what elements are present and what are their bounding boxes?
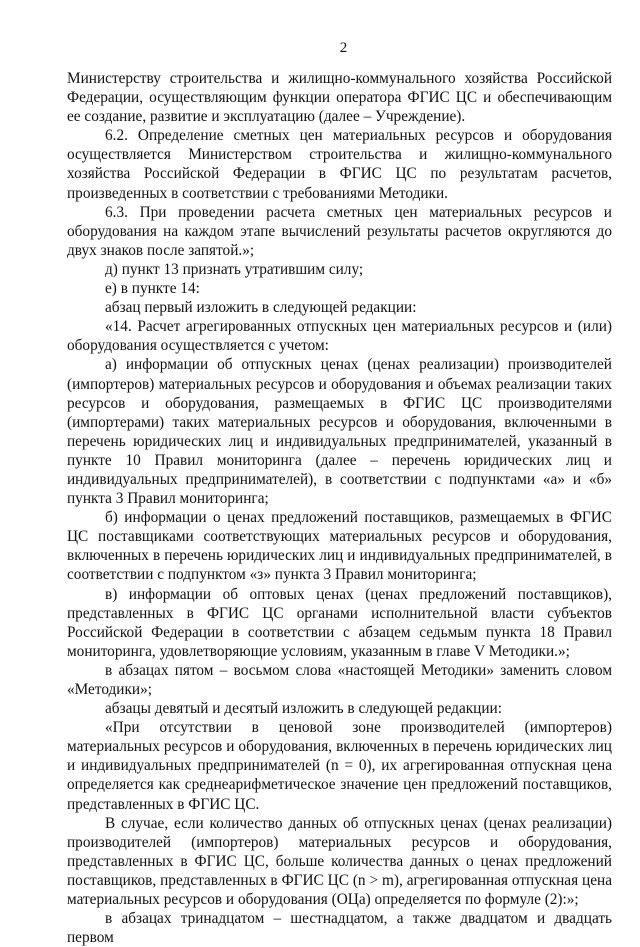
paragraph: а) информации об отпускных ценах (ценах реализации) производителей (импортеров) материальных ресурсов и оборудования и объемах реализации таких ресурсов и оборудования, размещаемых в ФГИС ЦС производителями (импортерами) таких материальных ресурсов и оборудования, включенными в перечень юридических лиц и индивидуальных предпринимателей, указанный в пункте 10 Правил мониторинга (далее – перечень юридических лиц и индивидуальных предпринимателей), в соответствии с подпунктами «а» и «б» пункта 3 Правил мониторинга; — [67, 356, 612, 508]
paragraph: б) информации о ценах предложений поставщиков, размещаемых в ФГИС ЦС поставщиками соответствующих материальных ресурсов и оборудования, включенных в перечень юридических лиц и индивидуальных предпринимателей, в соответствии с подпунктом «з» пункта 3 Правил мониторинга; — [67, 509, 612, 584]
paragraph: Министерству строительства и жилищно-коммунального хозяйства Российской Федерации, осуществляющим функции оператора ФГИС ЦС и обеспечивающим ее создание, развитие и эксплуатацию (далее – Учреждение). — [67, 70, 612, 126]
paragraph: абзац первый изложить в следующей редакции: — [105, 299, 417, 317]
paragraph: В случае, если количество данных об отпускных ценах (ценах реализации) производителей (импортеров) материальных ресурсов и оборудования, представленных в ФГИС ЦС, больше количества данных о ценах предложений поставщиков, представленных в ФГИС ЦС (n > m), агрегированная отпускная цена материальных ресурсов и оборудования (ОЦа) определяется по формуле (2):»; — [67, 814, 612, 909]
paragraph: 6.2. Определение сметных цен материальных ресурсов и оборудования осуществляется Министерством строительства и жилищно-коммунального хозяйства Российской Федерации в ФГИС ЦС по результатам расчетов, произведенных в соответствии с требованиями Методики. — [67, 127, 612, 202]
paragraph: в) информации об оптовых ценах (ценах предложений поставщиков), представленных в ФГИС ЦС органами исполнительной власти субъектов Российской Федерации в соответствии с абзацем седьмым пункта 18 Правил мониторинга, удовлетворяющие условиям, указанным в главе V Методики.»; — [67, 585, 612, 660]
paragraph: абзацы девятый и десятый изложить в следующей редакции: — [105, 700, 502, 718]
paragraph: е) в пункте 14: — [105, 280, 200, 298]
paragraph: в абзацах пятом – восьмом слова «настоящей Методики» заменить словом «Методики»; — [67, 661, 612, 698]
document-body — [67, 69, 612, 947]
page-number: 2 — [339, 40, 348, 56]
paragraph: 6.3. При проведении расчета сметных цен материальных ресурсов и оборудования на каждом этапе вычислений результаты расчетов округляются до двух знаков после запятой.»; — [67, 203, 612, 259]
paragraph: «При отсутствии в ценовой зоне производителей (импортеров) материальных ресурсов и оборудования, включенных в перечень юридических лиц и индивидуальных предпринимателей (n = 0), их агрегированная отпускная цена определяется как среднеарифметическое значение цен предложений поставщиков, представленных в ФГИС ЦС. — [67, 719, 612, 813]
paragraph: д) пункт 13 признать утратившим силу; — [105, 260, 364, 278]
paragraph: в абзацах тринадцатом – шестнадцатом, а также двадцатом и двадцать первом — [67, 910, 612, 947]
paragraph: «14. Расчет агрегированных отпускных цен материальных ресурсов и (или) оборудования осуществляется с учетом: — [67, 318, 612, 355]
